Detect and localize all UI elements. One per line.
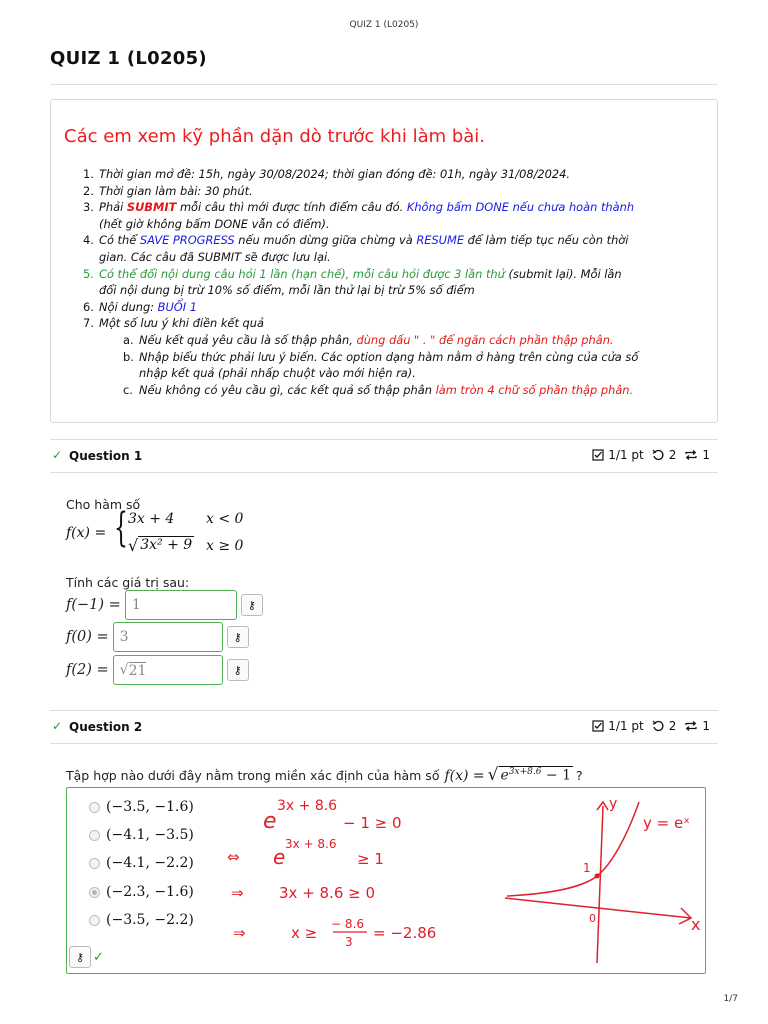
note-e-1: e xyxy=(263,809,277,834)
list-item: đổi nội dung bị trừ 10% số điểm, mỗi lần thử lại bị trừ 5% số điểm xyxy=(99,283,475,298)
compute-label: Tính các giá trị sau: xyxy=(66,575,190,590)
checkbox-icon xyxy=(592,449,604,461)
list-item: 6. Nội dung: BUỔI 1 xyxy=(83,299,197,314)
note-denominator: 3 xyxy=(345,935,353,949)
retries-value: 2 xyxy=(668,719,677,733)
function-definition: f(x) = xyxy=(66,525,107,541)
retries-value: 2 xyxy=(668,448,677,462)
list-item: (hết giờ không bấm DONE vẫn có điểm). xyxy=(99,216,330,231)
answer-row-3: f(2) = √ 21 ⚷ xyxy=(66,655,249,685)
graph-equation: y = eˣ xyxy=(643,814,690,832)
graph-y-label: y xyxy=(609,796,618,812)
question-2-prompt: Tập hợp nào dưới đây nằm trong miền xác định của hàm số f(x) = √ $e^{3x+8.6} - 1$ ? xyxy=(66,765,583,785)
list-item: 1. Thời gian mở đề: 15h, ngày 30/08/2024; thời gian đóng đề: 01h, ngày 31/08/2024. xyxy=(83,167,571,181)
graph-x-axis xyxy=(505,898,691,918)
page-number: 1/7 xyxy=(723,994,738,1004)
piece-2-condition: x ≥ 0 xyxy=(206,538,244,554)
option-5[interactable]: (−3.5, −2.2) xyxy=(89,910,194,930)
retry-icon xyxy=(652,449,665,461)
graph-x-arrow xyxy=(679,908,691,924)
note-tail-1: − 1 ≥ 0 xyxy=(343,814,402,832)
check-icon: ✓ xyxy=(52,448,63,462)
answer-input-3[interactable]: √ 21 xyxy=(113,655,223,685)
piece-2-expression: √ 3x² + 9 xyxy=(128,536,193,555)
piece-1-condition: x < 0 xyxy=(206,511,244,527)
key-icon[interactable]: ⚷ xyxy=(227,626,249,648)
points-value: 1/1 pt xyxy=(608,719,644,733)
note-numerator: − 8.6 xyxy=(331,917,364,931)
instructions-list xyxy=(83,166,703,398)
question-1-stats xyxy=(592,448,710,462)
option-4[interactable]: (−2.3, −1.6) xyxy=(89,882,194,902)
list-item: gian. Các câu đã SUBMIT sẽ được lưu lại. xyxy=(99,249,331,264)
option-1[interactable]: (−3.5, −1.6) xyxy=(89,797,194,817)
question-1-label: Question 1 xyxy=(69,449,143,463)
repeat-icon xyxy=(684,449,698,461)
answer-row-1: f(−1) = 1 ⚷ xyxy=(66,590,263,620)
graph-exp-curve xyxy=(507,802,639,896)
list-item: 3. Phải SUBMIT mỗi câu thì mới được tính điểm câu đó. Không bấm DONE nếu chưa hoàn thành xyxy=(83,200,635,215)
key-icon[interactable]: ⚷ xyxy=(241,594,263,616)
instructions-panel xyxy=(50,99,718,423)
graph-zero: 0 xyxy=(589,912,596,925)
note-tail-2: ≥ 1 xyxy=(357,850,384,868)
list-item: 5. Có thể đổi nội dung câu hỏi 1 lần (hạn chế), mỗi câu hỏi được 3 lần thử (submit lại). Mỗi lần xyxy=(83,266,622,281)
option-2[interactable]: (−4.1, −3.5) xyxy=(89,825,194,845)
brace: { xyxy=(114,505,128,551)
question-2-stats xyxy=(592,719,710,733)
radicand: $e^{3x+8.6} - 1$ xyxy=(500,767,571,784)
question-2-header[interactable] xyxy=(50,710,718,744)
question-1-prompt: Cho hàm số xyxy=(66,497,141,512)
key-icon[interactable]: ⚷ xyxy=(69,946,91,968)
piece-1-expression: 3x + 4 xyxy=(128,511,175,527)
option-3[interactable]: (−4.1, −2.2) xyxy=(89,853,194,873)
graph-x-label: x xyxy=(691,915,701,934)
graph-y-axis xyxy=(597,806,603,963)
list-item: b. Nhập biểu thức phải lưu ý biến. Các option dạng hàm nằm ở hàng trên cùng của cửa số xyxy=(123,349,639,364)
note-exp-1: 3x + 8.6 xyxy=(277,798,338,814)
graph-point xyxy=(595,874,600,879)
checkbox-icon xyxy=(592,720,604,732)
note-result: = −2.86 xyxy=(373,924,437,942)
versions-value: 1 xyxy=(702,719,710,733)
list-item: 7. Một số lưu ý khi điền kết quả xyxy=(83,316,264,331)
check-icon: ✓ xyxy=(52,719,63,733)
list-item: nhập kết quả (phải nhấp chuột vào mới hiện ra). xyxy=(139,366,416,381)
note-line-4: x ≥ xyxy=(291,924,318,942)
note-implies-2: ⇒ xyxy=(233,924,246,942)
key-icon[interactable]: ⚷ xyxy=(227,659,249,681)
list-item: a. Nếu kết quả yêu cầu là số thập phân, dùng dấu " . " để ngăn cách phần thập phân. xyxy=(123,332,614,347)
handwritten-notes xyxy=(67,788,707,975)
list-item: 4. Có thể SAVE PROGRESS nếu muốn dừng giữa chừng và RESUME để làm tiếp tục nếu còn thời xyxy=(83,233,629,248)
question-1-header[interactable] xyxy=(50,439,718,473)
points-value: 1/1 pt xyxy=(608,448,644,462)
note-exp-2: 3x + 8.6 xyxy=(285,837,337,851)
repeat-icon xyxy=(684,720,698,732)
check-icon: ✓ xyxy=(93,949,104,965)
title-divider xyxy=(50,84,718,85)
answer-input-1[interactable]: 1 xyxy=(125,590,237,620)
list-item: 2. Thời gian làm bài: 30 phút. xyxy=(83,183,253,198)
answer-row-2: f(0) = 3 ⚷ xyxy=(66,622,249,652)
note-e-2: e xyxy=(273,845,286,869)
graph-one: 1 xyxy=(583,861,591,875)
instructions-heading: Các em xem kỹ phần dặn dò trước khi làm bài. xyxy=(64,126,486,147)
answer-input-2[interactable]: 3 xyxy=(113,622,223,652)
note-line-3: 3x + 8.6 ≥ 0 xyxy=(279,884,376,902)
versions-value: 1 xyxy=(702,448,710,462)
note-implies-1: ⇒ xyxy=(231,884,244,902)
page-title: QUIZ 1 (L0205) xyxy=(50,48,207,69)
question-2-label: Question 2 xyxy=(69,720,143,734)
note-equiv: ⇔ xyxy=(227,848,240,866)
print-header: QUIZ 1 (L0205) xyxy=(349,20,419,30)
options-panel xyxy=(66,787,706,974)
list-item: c. Nếu không có yêu cầu gì, các kết quả số thập phân làm tròn 4 chữ số phần thập phân. xyxy=(123,382,634,397)
retry-icon xyxy=(652,720,665,732)
